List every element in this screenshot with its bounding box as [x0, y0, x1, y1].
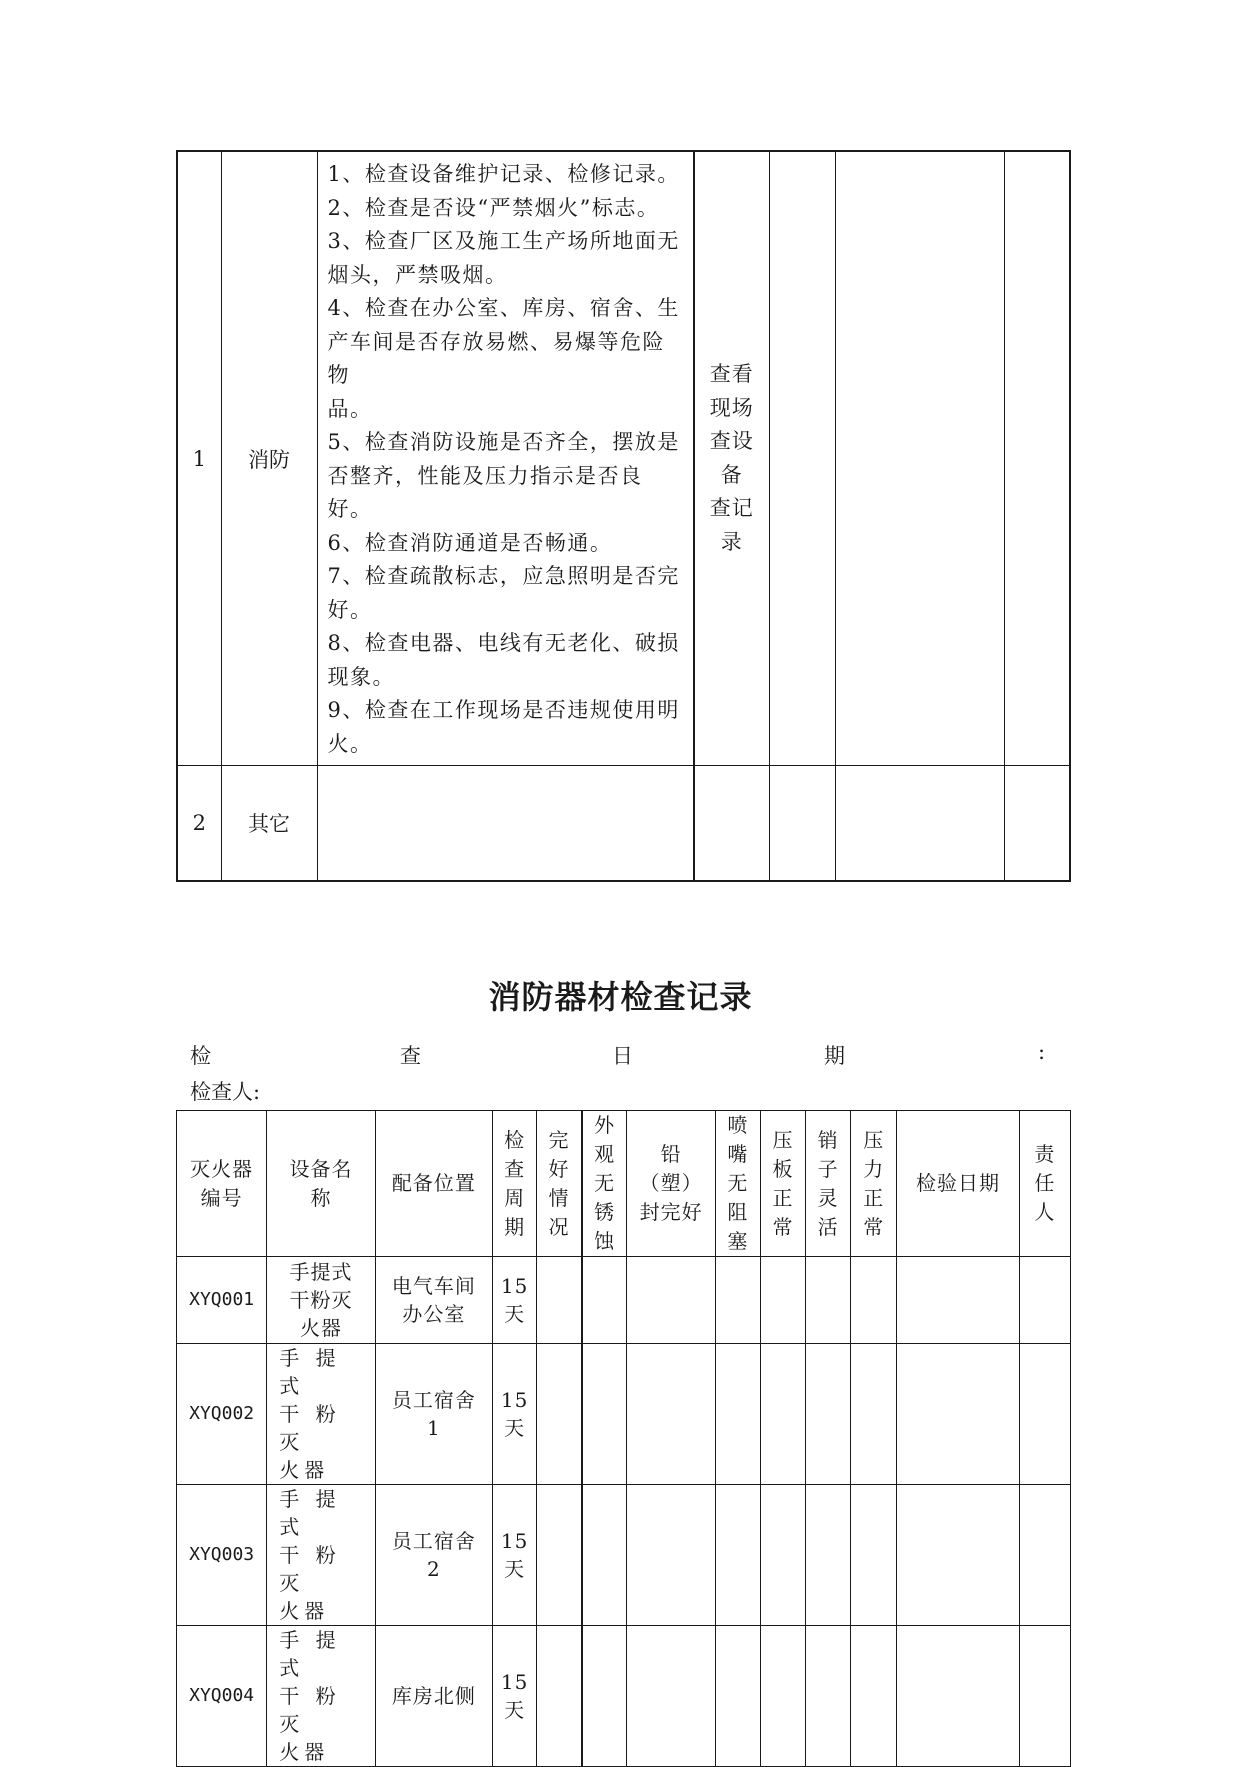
- header-text-line: 任: [1034, 1171, 1056, 1195]
- header-text-line: （塑）: [639, 1171, 703, 1195]
- name-cell: [267, 1626, 375, 1767]
- table-row: [177, 1626, 1071, 1767]
- empty-cell: [897, 1257, 1019, 1344]
- cycle-cell: [493, 1485, 537, 1626]
- cycle-text-line: 天: [504, 1698, 526, 1722]
- header-cycle: [493, 1111, 537, 1257]
- cycle-cell: [493, 1626, 537, 1767]
- header-code: [177, 1111, 267, 1257]
- date-label-char: 期: [824, 1044, 845, 1068]
- name-cell: [267, 1485, 375, 1626]
- cycle-cell: [493, 1257, 537, 1344]
- check-item-line: 否整齐，性能及压力指示是否良好。: [327, 463, 643, 521]
- empty-cell: [760, 1626, 805, 1767]
- name-text-line: 火器: [279, 1740, 330, 1764]
- check-item-line: 8、检查电器、电线有无老化、破损: [327, 631, 680, 655]
- header-text-line: 责: [1034, 1142, 1056, 1166]
- check-items-cell: [317, 766, 694, 881]
- header-rust: [582, 1111, 627, 1257]
- document-title: 消防器材检查记录: [488, 978, 753, 1016]
- location-text-line: 1: [426, 1416, 441, 1440]
- check-item-line: 产车间是否存放易燃、易爆等危险物: [327, 329, 665, 387]
- location-cell: [375, 1626, 492, 1767]
- empty-cell: [897, 1344, 1019, 1485]
- header-text-line: 常: [863, 1214, 885, 1239]
- empty-cell: [760, 1485, 805, 1626]
- empty-cell: [835, 766, 1004, 881]
- extinguisher-code: XYQ004: [177, 1626, 267, 1767]
- empty-cell: [582, 1626, 627, 1767]
- name-text-line: 手 提 式: [279, 1346, 341, 1398]
- empty-cell: [715, 1485, 760, 1626]
- header-test_date: [897, 1111, 1019, 1257]
- empty-cell: [769, 766, 835, 881]
- empty-cell: [537, 1257, 582, 1344]
- table-row: [177, 1257, 1071, 1344]
- location-cell: [375, 1257, 492, 1344]
- empty-cell: [715, 1626, 760, 1767]
- header-text-line: 完: [548, 1127, 570, 1152]
- empty-cell: [897, 1485, 1019, 1626]
- extinguisher-code: XYQ002: [177, 1344, 267, 1485]
- name-cell: [267, 1344, 375, 1485]
- name-cell: [267, 1257, 375, 1344]
- empty-cell: [806, 1257, 851, 1344]
- header-text-line: 塞: [727, 1229, 749, 1253]
- location-text-line: 库房北侧: [391, 1684, 476, 1708]
- header-text-line: 称: [310, 1185, 332, 1210]
- header-text-line: 期: [504, 1214, 526, 1239]
- header-text-line: 嘴: [727, 1142, 749, 1166]
- header-text-line: 配备位置: [391, 1171, 476, 1195]
- check-method-line: 查看: [709, 362, 754, 386]
- empty-cell: [627, 1626, 715, 1767]
- header-text-line: 好: [548, 1156, 570, 1181]
- check-item-line: 烟头，严禁吸烟。: [327, 262, 508, 287]
- empty-cell: [769, 151, 835, 766]
- name-text-line: 干 粉 灭: [279, 1402, 341, 1454]
- location-text-line: 办公室: [402, 1302, 466, 1326]
- extinguisher-code: XYQ003: [177, 1485, 267, 1626]
- header-text-line: 情: [548, 1185, 570, 1210]
- cycle-text-line: 15: [500, 1670, 529, 1694]
- empty-cell: [760, 1344, 805, 1485]
- empty-cell: [806, 1344, 851, 1485]
- empty-cell: [1004, 151, 1070, 766]
- category-cell: 消防: [221, 151, 317, 766]
- cycle-text-line: 15: [500, 1529, 529, 1553]
- check-item-line: 4、检查在办公室、库房、宿舍、生: [327, 296, 680, 320]
- check-method-line: 查记: [709, 496, 754, 520]
- empty-cell: [537, 1344, 582, 1485]
- name-text-line: 手提式: [289, 1260, 353, 1284]
- location-text-line: 员工宿舍: [391, 1388, 476, 1412]
- empty-cell: [806, 1626, 851, 1767]
- header-text-line: 无: [727, 1171, 749, 1195]
- location-text-line: 2: [426, 1557, 441, 1581]
- name-text-line: 干 粉 灭: [279, 1543, 341, 1595]
- check-method-line: 查设: [709, 429, 754, 453]
- header-text-line: 无: [594, 1171, 616, 1195]
- check-method-line: 现场: [709, 395, 754, 420]
- empty-cell: [851, 1626, 897, 1767]
- header-pressure: [851, 1111, 897, 1257]
- empty-cell: [537, 1626, 582, 1767]
- header-text-line: 压: [863, 1127, 885, 1152]
- header-text-line: 喷: [727, 1113, 749, 1137]
- header-row: [177, 1111, 1071, 1257]
- header-person: [1019, 1111, 1070, 1257]
- header-text-line: 活: [817, 1214, 839, 1239]
- check-item-line: 1、检查设备维护记录、检修记录。: [327, 162, 680, 186]
- header-text-line: 板: [772, 1156, 794, 1181]
- check-items-cell: [317, 151, 694, 766]
- location-text-line: 电气车间: [391, 1274, 476, 1298]
- empty-cell: [627, 1344, 715, 1485]
- empty-cell: [537, 1485, 582, 1626]
- check-item-line: 5、检查消防设施是否齐全，摆放是: [327, 430, 680, 454]
- empty-cell: [851, 1485, 897, 1626]
- header-condition: [537, 1111, 582, 1257]
- check-item-line: 品。: [327, 396, 373, 421]
- header-text-line: 检: [504, 1127, 526, 1152]
- empty-cell: [582, 1485, 627, 1626]
- row-number: 1: [177, 151, 221, 766]
- name-text-line: 手 提 式: [279, 1487, 341, 1539]
- empty-cell: [1019, 1626, 1070, 1767]
- header-text-line: 灵: [817, 1185, 839, 1210]
- header-text-line: 外: [594, 1113, 616, 1137]
- category-cell: 其它: [221, 766, 317, 881]
- header-text-line: 设备名: [289, 1156, 353, 1181]
- check-method-cell: [694, 766, 769, 881]
- empty-cell: [835, 151, 1004, 766]
- inspector-label: 检查人:: [190, 1080, 261, 1104]
- header-text-line: 压: [772, 1127, 794, 1152]
- empty-cell: [1019, 1344, 1070, 1485]
- row-number: 2: [177, 766, 221, 881]
- safety-check-table: [176, 150, 1071, 882]
- header-text-line: 封完好: [639, 1200, 703, 1224]
- header-text-line: 人: [1034, 1200, 1056, 1224]
- header-text-line: 阻: [727, 1200, 749, 1224]
- header-text-line: 力: [863, 1156, 885, 1181]
- cycle-cell: [493, 1344, 537, 1485]
- location-cell: [375, 1344, 492, 1485]
- check-item-line: 火。: [327, 731, 373, 756]
- header-name: [267, 1111, 375, 1257]
- header-pin: [806, 1111, 851, 1257]
- inspection-date-line: [190, 1040, 1046, 1068]
- empty-cell: [1019, 1485, 1070, 1626]
- header-text-line: 蚀: [594, 1229, 616, 1253]
- header-text-line: 况: [548, 1214, 570, 1239]
- header-text-line: 检验日期: [916, 1171, 1001, 1195]
- check-item-line: 7、检查疏散标志，应急照明是否完: [327, 564, 680, 588]
- empty-cell: [715, 1257, 760, 1344]
- check-item-line: 好。: [327, 597, 373, 622]
- table-row: [177, 151, 1070, 766]
- empty-cell: [1004, 766, 1070, 881]
- header-plate: [760, 1111, 805, 1257]
- cycle-text-line: 15: [500, 1274, 529, 1298]
- header-text-line: 正: [863, 1185, 885, 1210]
- location-cell: [375, 1485, 492, 1626]
- location-text-line: 员工宿舍: [391, 1529, 476, 1553]
- fire-equipment-table: [176, 1110, 1071, 1767]
- check-method-line: 备: [720, 462, 743, 487]
- empty-cell: [715, 1344, 760, 1485]
- empty-cell: [851, 1257, 897, 1344]
- empty-cell: [851, 1344, 897, 1485]
- empty-cell: [806, 1485, 851, 1626]
- header-seal: [627, 1111, 715, 1257]
- header-text-line: 查: [504, 1156, 526, 1181]
- header-text-line: 铅: [660, 1142, 682, 1166]
- empty-cell: [627, 1485, 715, 1626]
- name-text-line: 火器: [279, 1599, 330, 1623]
- header-location: [375, 1111, 492, 1257]
- check-item-line: 6、检查消防通道是否畅通。: [327, 530, 613, 555]
- header-nozzle: [715, 1111, 760, 1257]
- header-text-line: 锈: [594, 1200, 616, 1224]
- table-row: [177, 1485, 1071, 1626]
- extinguisher-code: XYQ001: [177, 1257, 267, 1344]
- table-row: [177, 1344, 1071, 1485]
- date-colon: :: [1038, 1040, 1046, 1064]
- table-row: [177, 766, 1070, 881]
- empty-cell: [582, 1257, 627, 1344]
- date-label-char: 检: [190, 1044, 211, 1068]
- header-text-line: 子: [817, 1156, 839, 1181]
- check-item-line: 现象。: [327, 664, 395, 689]
- header-text-line: 周: [504, 1185, 526, 1210]
- header-text-line: 灭火器: [190, 1156, 254, 1181]
- cycle-text-line: 天: [504, 1416, 526, 1440]
- name-text-line: 火器: [299, 1316, 342, 1340]
- header-text-line: 销: [817, 1127, 839, 1152]
- name-text-line: 干 粉 灭: [279, 1684, 341, 1736]
- date-label-char: 日: [612, 1044, 633, 1068]
- cycle-text-line: 15: [500, 1388, 529, 1412]
- check-item-line: 2、检查是否设“严禁烟火”标志。: [327, 195, 660, 220]
- header-text-line: 正: [772, 1185, 794, 1210]
- cycle-text-line: 天: [504, 1557, 526, 1581]
- check-item-line: 9、检查在工作现场是否违规使用明: [327, 698, 680, 722]
- date-label-char: 查: [400, 1044, 421, 1068]
- empty-cell: [582, 1344, 627, 1485]
- name-text-line: 火器: [279, 1458, 330, 1482]
- check-item-line: 3、检查厂区及施工生产场所地面无: [327, 229, 680, 253]
- header-text-line: 编号: [200, 1185, 243, 1210]
- empty-cell: [1019, 1257, 1070, 1344]
- empty-cell: [760, 1257, 805, 1344]
- header-text-line: 常: [772, 1214, 794, 1239]
- cycle-text-line: 天: [504, 1302, 526, 1326]
- check-method-cell: [694, 151, 769, 766]
- empty-cell: [897, 1626, 1019, 1767]
- name-text-line: 干粉灭: [289, 1288, 353, 1312]
- header-text-line: 观: [594, 1142, 616, 1166]
- empty-cell: [627, 1257, 715, 1344]
- name-text-line: 手 提 式: [279, 1628, 341, 1680]
- check-method-line: 录: [720, 529, 743, 554]
